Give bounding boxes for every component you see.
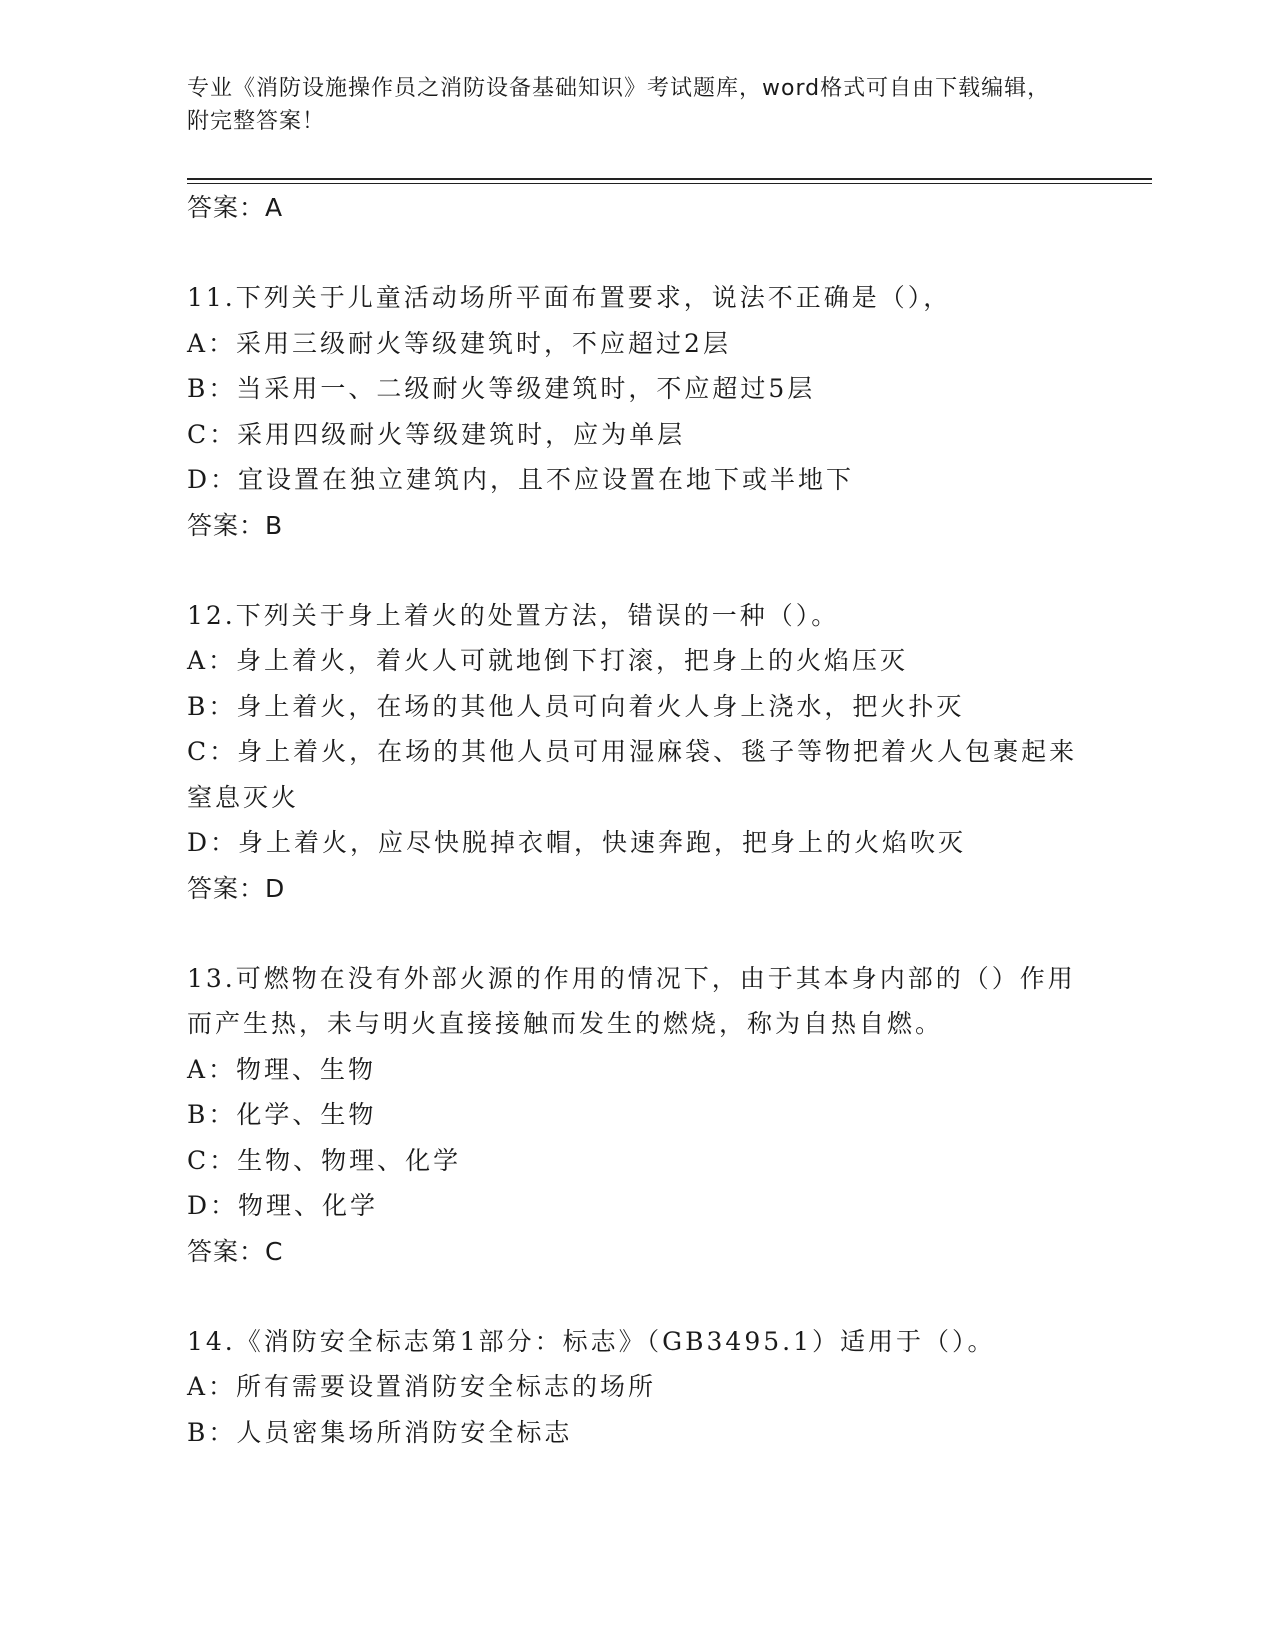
question-list [187,185,1087,1455]
question-item [187,275,1087,548]
question-stem: 11.下列关于儿童活动场所平面布置要求，说法不正确是（）， [187,283,952,312]
question-option: A：所有需要设置消防安全标志的场所 [187,1372,657,1401]
header-rule-thin [187,183,1152,184]
answer-line: 答案：C [187,1236,284,1266]
answer-line: 答案：D [187,873,286,903]
document-header: 专业《消防设施操作员之消防设备基础知识》考试题库，word格式可自由下载编辑，附完整答案！ [187,76,1051,134]
question-option: C：身上着火，在场的其他人员可用湿麻袋、毯子等物把着火人包裹起来窒息灭火 [187,737,1078,812]
spacer [187,1274,1087,1319]
question-option: B：身上着火，在场的其他人员可向着火人身上浇水，把火扑灭 [187,691,965,721]
question-option: A：采用三级耐火等级建筑时，不应超过2层 [187,328,731,358]
question-option: A：物理、生物 [187,1054,377,1084]
header-rule-thick [187,178,1152,180]
question-option: C：采用四级耐火等级建筑时，应为单层 [187,419,686,449]
question-item [187,1319,1087,1456]
question-option: B：当采用一、二级耐火等级建筑时，不应超过5层 [187,374,816,403]
question-stem: 13.可燃物在没有外部火源的作用的情况下，由于其本身内部的（）作用而产生热，未与明火直接接触而发生的燃烧，称为自热自燃。 [187,963,1076,1038]
answer-line: 答案：B [187,510,284,540]
question-stem: 12.下列关于身上着火的处置方法，错误的一种（）。 [187,600,840,630]
question-option: C：生物、物理、化学 [187,1145,462,1175]
answer-line: 答案：A [187,193,284,222]
question-option: D：物理、化学 [187,1191,379,1220]
question-option: D：身上着火，应尽快脱掉衣帽，快速奔跑，把身上的火焰吹灭 [187,828,967,857]
spacer [187,230,1087,275]
spacer [187,911,1087,956]
spacer [187,548,1087,593]
question-option: B：人员密集场所消防安全标志 [187,1417,573,1447]
question-item [187,956,1087,1274]
question-option: D：宜设置在独立建筑内，且不应设置在地下或半地下 [187,465,855,494]
question-option: A：身上着火，着火人可就地倒下打滚，把身上的火焰压灭 [187,646,909,675]
question-item [187,593,1087,911]
question-option: B：化学、生物 [187,1100,377,1129]
question-stem: 14.《消防安全标志第1部分：标志》（GB3495.1）适用于（）。 [187,1326,996,1356]
